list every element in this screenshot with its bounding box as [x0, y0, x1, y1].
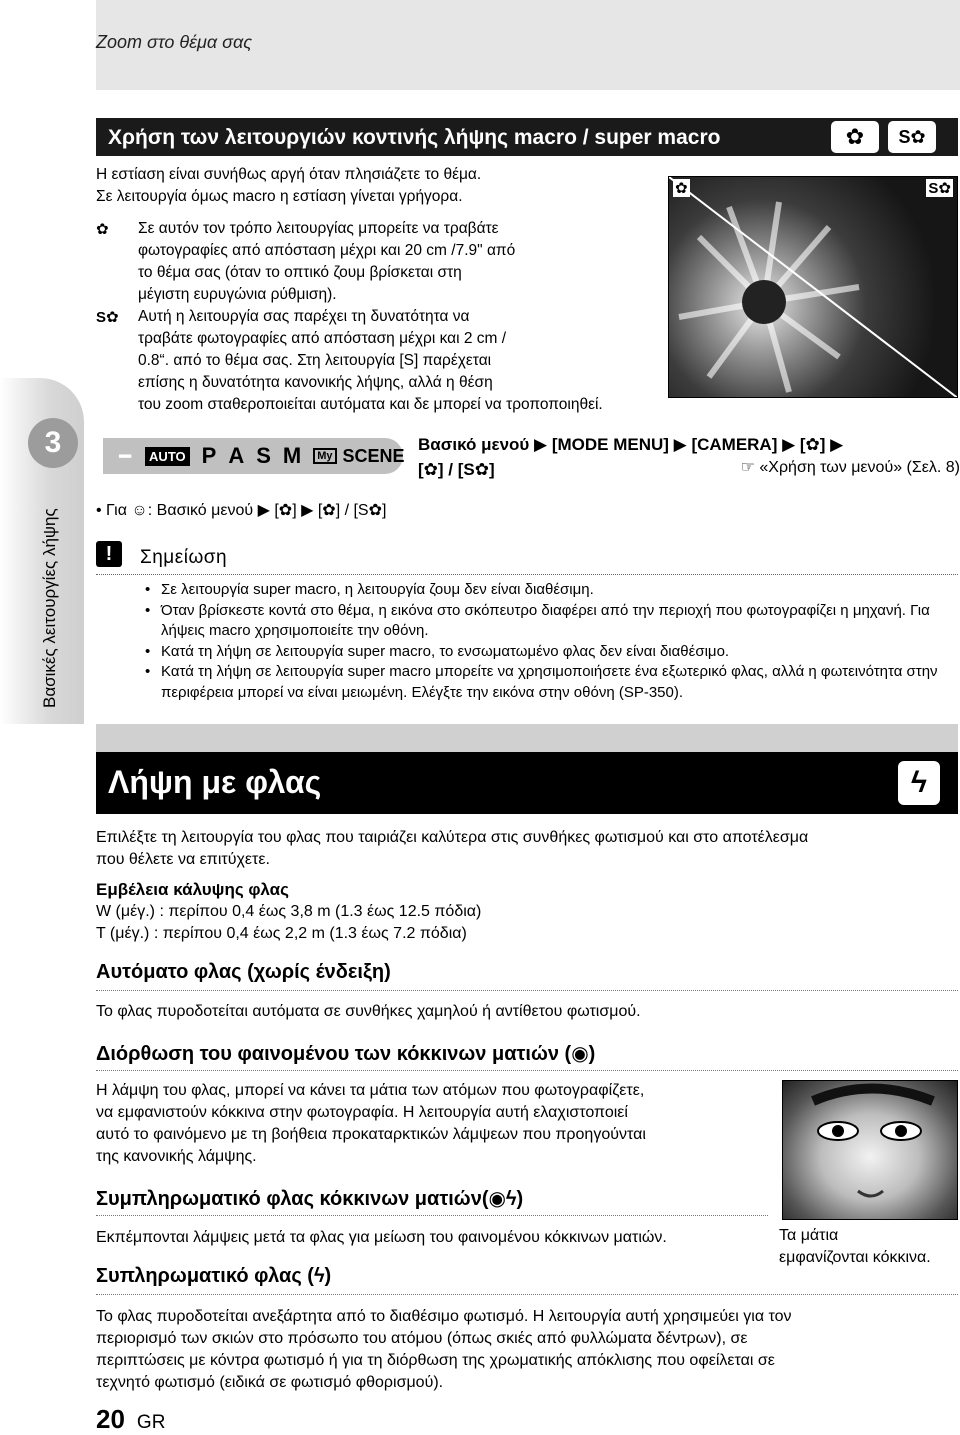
mode-a: A — [228, 443, 245, 468]
note-item: • Όταν βρίσκεστε κοντά στο θέμα, η εικόνα στο σκόπευτρο διαφέρει από την περιοχή που φωτογραφίζει η μηχανή. Για λήψεις macro χρησιμοποιείτε την οθόνη. — [143, 601, 958, 642]
auto-flash-title: Αυτόματο φλας (χωρίς ένδειξη) — [96, 961, 391, 983]
divider — [96, 1070, 958, 1071]
section-band — [96, 724, 958, 754]
page-header-title: Zoom στο θέμα σας — [96, 32, 253, 52]
note-item: • Κατά τη λήψη σε λειτουργία super macro, το ενσωματωμένο φλας δεν είναι διαθέσιμο. — [143, 642, 958, 663]
flash-range-t: T (μέγ.) : περίπου 0,4 έως 2,2 m (1.3 έως 7.2 πόδια) — [96, 925, 467, 942]
macro-icon: ✿ — [96, 221, 109, 238]
redeye-fill-title: Συμπληρωματικό φλας κόκκινων ματιών(◉ϟ) — [96, 1188, 524, 1210]
divider — [96, 990, 958, 991]
page-footer — [96, 1404, 165, 1435]
auto-flash-text: Το φλας πυροδοτείται αυτόματα σε συνθήκες χαμηλού ή αντίθετου φωτισμού. — [96, 1003, 641, 1020]
note-item: • Σε λειτουργία super macro, η λειτουργία ζουμ δεν είναι διαθέσιμη. — [143, 580, 958, 601]
note-item: • Κατά τη λήψη σε λειτουργία super macro μπορείτε να χρησιμοποιήσετε ένα εξωτερικό φλας, αλλά η φωτεινότητα στην περιφέρεια μπορεί να είναι μειωμένη. Ελέγξτε την εικόνα στην οθόνη (SP-350). — [143, 662, 958, 703]
language-code: GR — [136, 1412, 166, 1433]
redeye-title: Διόρθωση του φαινομένου των κόκκινων ματιών (◉) — [96, 1043, 596, 1065]
flash-range-title: Εμβέλεια κάλυψης φλας — [96, 880, 289, 899]
flash-range-w: W (μέγ.) : περίπου 0,4 έως 3,8 m (1.3 έως 12.5 πόδια) — [96, 903, 482, 920]
menu-reference: ☞ «Χρήση των μενού» (Σελ. 8) — [740, 459, 960, 476]
flower-comparison-photo — [668, 176, 958, 398]
note-icon: ! — [96, 541, 122, 567]
chapter-side-tab — [0, 378, 84, 724]
intro-text: Η εστίαση είναι συνήθως αργή όταν πλησιάζετε το θέμα. Σε λειτουργία όμως macro η εστίαση γίνεται γρήγορα. — [96, 166, 482, 205]
mode-dial-bar: ━ AUTO P A S M My SCENE — [103, 438, 403, 474]
flash-section-title: Λήψη με φλας — [108, 764, 322, 800]
mode-my: My — [313, 448, 336, 464]
photo-caption: Τα μάτια εμφανίζονται κόκκινα. — [779, 1227, 931, 1266]
divider — [96, 1294, 958, 1295]
fill-flash-text: Το φλας πυροδοτείται ανεξάρτητα από το διαθέσιμο φωτισμό. Η λειτουργία αυτή χρησιμεύει για τον περιορισμό των σκιών στο πρόσωπο του ατόμου (όπως σκιές από φυλλώματα δέντρων), σε περιπτώσεις με κόντρα φωτισμό ή για τη διόρθωση της χρωματικής απόκλισης που οφείλεται σε τεχνητό φωτισμό (ειδικά σε φωτισμό φθορισμού). — [96, 1308, 792, 1391]
redeye-text: Η λάμψη του φλας, μπορεί να κάνει τα μάτια των ατόμων που φωτογραφίζετε, να εμφανιστούν κόκκινα στην φωτογραφία. Η λειτουργία αυτή ελαχιστοποιεί αυτό το φαινόμενο με τη βοήθεια προκαταρκτικών λάμψεων που προηγούνται της κανονικής λάμψης. — [96, 1082, 646, 1165]
divider — [96, 574, 958, 575]
super-macro-icon: S✿ — [888, 121, 936, 153]
page-number: 20 — [96, 1404, 125, 1434]
super-macro-icon: S✿ — [96, 309, 119, 326]
macro-description: ✿ Σε αυτόν τον τρόπο λειτουργίας μπορείτε να τραβάτε φωτογραφίες από απόσταση μέχρι και 20 cm /7.9" από το θέμα σας (όταν το οπτικό ζουμ βρίσκεται στη μέγιστη ευρυγώνια ρύθμιση). — [96, 220, 516, 303]
mode-auto: AUTO — [145, 447, 190, 466]
macro-icon: ✿ — [675, 180, 688, 197]
flash-icon: ϟ — [898, 761, 940, 805]
section-title: Χρήση των λειτουργιών κοντινής λήψης macro / super macro — [108, 126, 721, 149]
mode-scene: SCENE — [342, 445, 405, 466]
macro-icon: ✿ — [831, 121, 879, 153]
mode-p: P — [201, 443, 217, 468]
divider — [96, 1215, 768, 1216]
mode-s: S — [256, 443, 271, 468]
flash-section-bar — [96, 752, 958, 814]
super-macro-description: S✿ Αυτή η λειτουργία σας παρέχει τη δυνατότητα να τραβάτε φωτογραφίες από απόσταση μέχρι και 2 cm / 0.8“. από το θέμα σας. Στη λειτουργία [S] παρέχεται επίσης η δυνατότητα κανονικής λήψης, αλλά η θέση του zoom σταθεροποιείται αυτόματα και δε μπορεί να τροποποιηθεί. — [96, 308, 603, 413]
flash-intro: Επιλέξτε τη λειτουργία του φλας που ταιριάζει καλύτερα στις συνθήκες φωτισμού και στο αποτέλεσμα που θέλετε να επιτύχετε. — [96, 829, 809, 868]
note-list — [143, 580, 958, 703]
chapter-label: Βασικές λειτουργίες λήψης — [40, 508, 59, 708]
section-title-bar — [96, 118, 958, 156]
mode-m: M — [282, 443, 302, 468]
scene-menu-path: • Για ☺: Βασικό μενού ▶ [✿] ▶ [✿] / [S✿] — [96, 502, 387, 519]
red-eye-example-photo — [782, 1080, 958, 1220]
note-title: Σημείωση — [140, 547, 228, 568]
super-macro-icon: S✿ — [928, 180, 951, 197]
chapter-number: 3 — [28, 418, 78, 468]
fill-flash-title: Συπληρωματικό φλας (ϟ) — [96, 1265, 332, 1287]
menu-path: Βασικό μενού ▶ [MODE MENU] ▶ [CAMERA] ▶ [✿] ▶ [✿] / [S✿] — [418, 435, 844, 479]
redeye-fill-text: Εκπέμπονται λάμψεις μετά τα φλας για μείωση του φαινομένου κόκκινων ματιών. — [96, 1229, 667, 1246]
